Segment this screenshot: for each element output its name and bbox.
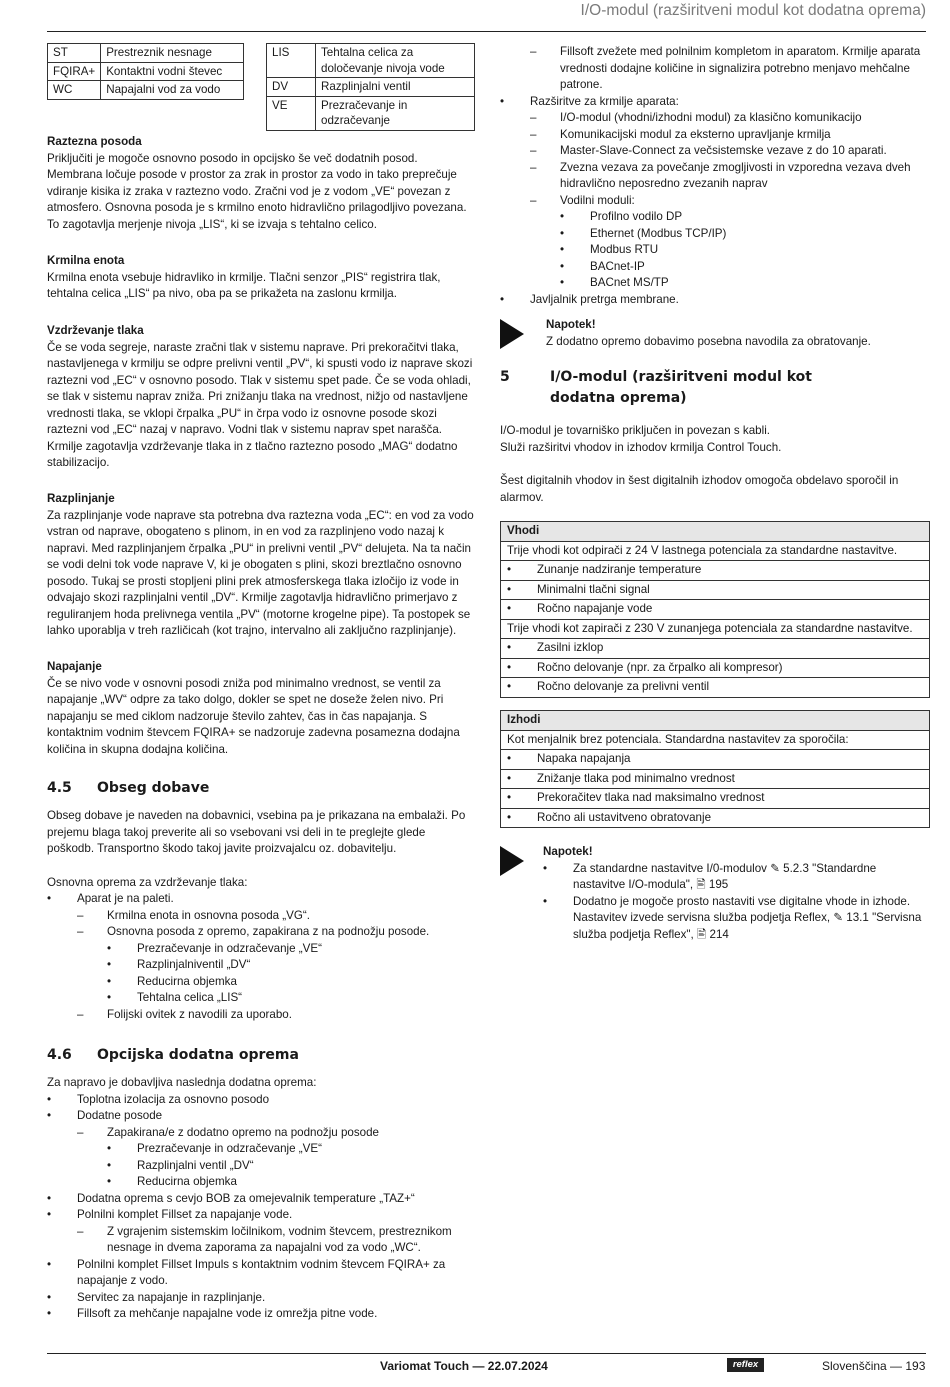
list-item bbox=[47, 1224, 475, 1257]
list-item-text: Reducirna objemka bbox=[137, 1175, 237, 1188]
bullet-icon: • bbox=[47, 1307, 52, 1320]
section-io-modul bbox=[500, 423, 928, 506]
list-item-text: Znižanje tlaka pod minimalno vrednost bbox=[537, 771, 735, 785]
bullet-icon: • bbox=[507, 810, 512, 824]
list-item-text: Za standardne nastavitve I/0-modulov ✎ 5.2.3 "Standardne nastavitve I/O-modula", 🖹 195 bbox=[573, 861, 877, 891]
section-obseg-dobave bbox=[47, 808, 475, 1023]
bullet-icon: • bbox=[507, 771, 512, 785]
box-list-item bbox=[501, 750, 929, 770]
list-item-text: Zvezna vezava za povečanje zmogljivosti in vzporedna vezava dveh hidravlično neposredno zvezanih naprav bbox=[560, 160, 911, 190]
list-item bbox=[500, 44, 928, 94]
subheading: Razplinjanje bbox=[47, 492, 115, 505]
list-item bbox=[500, 94, 928, 111]
list-item-text: Osnovna posoda z opremo, zapakirana z na podnožju posode. bbox=[107, 925, 430, 938]
bullet-icon: • bbox=[500, 292, 505, 306]
list-item-text: Zapakirana/e z dodatno opremo na podnožju posode bbox=[107, 1125, 380, 1139]
bullet-icon: • bbox=[507, 680, 512, 693]
dash-icon: – bbox=[530, 111, 537, 124]
box-list-item bbox=[501, 659, 929, 679]
paragraph: Osnovna oprema za vzdrževanje tlaka: bbox=[47, 875, 248, 889]
paragraph: I/O-modul je tovarniško priključen in povezan s kabli. bbox=[500, 424, 771, 437]
list-item-text: Razširitve za krmilje aparata: bbox=[530, 94, 679, 108]
note-icon bbox=[500, 319, 524, 349]
list-item-text: I/O-modul (vhodni/izhodni modul) za klasično komunikacijo bbox=[560, 111, 862, 124]
list-item bbox=[47, 1290, 475, 1307]
subheading: Krmilna enota bbox=[47, 254, 125, 267]
note-box bbox=[500, 844, 928, 943]
bullet-icon: • bbox=[560, 276, 565, 289]
note-list bbox=[543, 861, 928, 944]
list-item-text: Polnilni komplet Fillset za napajanje vode. bbox=[77, 1208, 293, 1221]
header-divider bbox=[47, 31, 926, 32]
list-item bbox=[543, 894, 928, 944]
list-item-text: Ročno napajanje vode bbox=[537, 602, 653, 615]
list-item bbox=[500, 160, 928, 193]
bullet-icon: • bbox=[107, 1175, 112, 1188]
list-item bbox=[543, 861, 928, 894]
paragraph: Za razplinjanje vode naprave sta potrebna dva raztezna voda „EC“: en vod za vodo vstran od naprave, obogateno s plinom, in en vod za razplinjeno vodo nazaj k napravi. Med razplinjanjem črpalka „PU“ in prelivni ventil „PV“ delujeta. Na ta način se vodi delni tok vode naprave V, ki je obogaten s plini, skozi breztlačno osnovno posodo. Tukaj se prosti stopljeni plini prek atmosferskega tlaka izločijo iz vode in odvajajo skozi razplinjalni ventil „DV“. Krmilje zagotavlja hidravlično primerjavo z reguliranjem hoda prelivnega ventila „PV“ (motorne krogelne pipe). Ta postopek se lahko uporablja v treh različicah (kot trajno, intervalno ali zaključno razplinjanje). bbox=[47, 508, 474, 637]
list-item bbox=[47, 941, 475, 958]
abbr-code: LIS bbox=[267, 44, 316, 78]
list-item-text: Reducirna objemka bbox=[137, 974, 237, 988]
list-item-text: Ročno ali ustavitveno obratovanje bbox=[537, 810, 712, 824]
list-item-text: Minimalni tlačni signal bbox=[537, 582, 650, 596]
bullet-icon: • bbox=[107, 1158, 112, 1172]
list-item bbox=[500, 209, 928, 226]
list-item-text: Prezračevanje in odzračevanje „VE“ bbox=[137, 1142, 322, 1155]
list-item-text: Komunikacijski modul za eksterno upravljanje krmilja bbox=[560, 127, 831, 141]
abbr-code: VE bbox=[267, 96, 316, 130]
bullet-icon: • bbox=[47, 1191, 52, 1205]
box-row: Kot menjalnik brez potenciala. Standardna nastavitev za sporočila: bbox=[501, 731, 929, 751]
footer-divider bbox=[47, 1353, 926, 1354]
list-item-text: Krmilna enota in osnovna posoda „VG“. bbox=[107, 908, 311, 922]
bullet-icon: • bbox=[47, 892, 52, 905]
list-item bbox=[47, 1174, 475, 1191]
list-item bbox=[47, 891, 475, 908]
list-item-text: Fillsoft za mehčanje napajalne vode iz omrežja pitne vode. bbox=[77, 1307, 378, 1320]
table-row bbox=[48, 44, 244, 63]
box-list-item bbox=[501, 561, 929, 581]
list-item-text: BACnet-IP bbox=[590, 259, 645, 273]
section-title: Opcijska dodatna oprema bbox=[97, 1047, 299, 1063]
dash-icon: – bbox=[77, 925, 84, 938]
list-item bbox=[500, 127, 928, 144]
table-row bbox=[267, 44, 475, 78]
list-item-text: Profilno vodilo DP bbox=[590, 210, 683, 223]
dash-icon: – bbox=[530, 193, 537, 207]
paragraph: Če se voda segreje, naraste zračni tlak v sistemu naprave. Pri prekoračitvi tlaka, nastavljenega v krmilju se odpre prelivni ventil „PV“, ki spusti vodo iz naprave skozi raztezni vod „EC“ v osnovno posodo. Tlak v sistemu spet pade. Če se voda ohladi, se tlak v sistemu naprav zniža. Pri znižanju tlaka na vrednost, nižjo od nastavljene vrednosti tlaka, se vklopi črpalka „PU“ in črpa vodo iz osnovne posode skozi raztezni vod „EC“ nazaj v napravo. Vodni tlak v sistemu naprav spet narašča. Krmilje zagotavlja vzdrževanje tlaka in z tlačno raztezno posodo „MAG“ dodatno stabilizacijo. bbox=[47, 340, 473, 469]
accessory-list bbox=[500, 44, 928, 308]
section-number: 4.5 bbox=[47, 780, 72, 796]
list-item-text: Ročno delovanje (npr. za črpalko ali kompresor) bbox=[537, 660, 783, 674]
subheading: Napajanje bbox=[47, 660, 102, 673]
list-item bbox=[47, 990, 475, 1007]
list-item-text: Zunanje nadziranje temperature bbox=[537, 563, 702, 576]
section-heading-4-5 bbox=[47, 778, 475, 799]
bullet-icon: • bbox=[507, 602, 512, 615]
list-item bbox=[500, 193, 928, 210]
bullet-icon: • bbox=[560, 259, 565, 273]
section-number: 5 bbox=[500, 369, 510, 385]
bullet-icon: • bbox=[507, 752, 512, 765]
bullet-icon: • bbox=[507, 660, 512, 674]
list-item bbox=[47, 1207, 475, 1224]
list-item-text: Prezračevanje in odzračevanje „VE“ bbox=[137, 941, 322, 955]
footer-page: Slovenščina — 193 bbox=[822, 1359, 926, 1373]
list-item-text: Prekoračitev tlaka nad maksimalno vrednost bbox=[537, 791, 765, 804]
list-item-text: Ročno delovanje za prelivni ventil bbox=[537, 680, 710, 693]
bullet-icon: • bbox=[47, 1257, 52, 1271]
subheading: Vzdrževanje tlaka bbox=[47, 324, 144, 337]
bullet-icon: • bbox=[47, 1290, 52, 1304]
footer-document: Variomat Touch — 22.07.2024 bbox=[380, 1359, 548, 1373]
bullet-icon: • bbox=[543, 861, 548, 875]
bullet-icon: • bbox=[507, 563, 512, 576]
list-item bbox=[500, 259, 928, 276]
list-item-text: Dodatne posode bbox=[77, 1109, 163, 1122]
section-opcijska-oprema bbox=[47, 1075, 475, 1323]
list-item bbox=[47, 957, 475, 974]
list-item bbox=[47, 908, 475, 925]
list-item-text: Master-Slave-Connect za večsistemske vezave z do 10 aparati. bbox=[560, 144, 887, 157]
list-item-text: Modbus RTU bbox=[590, 243, 659, 256]
note-text: Z dodatno opremo dobavimo posebna navodila za obratovanje. bbox=[546, 334, 871, 348]
bullet-icon: • bbox=[47, 1092, 52, 1106]
list-item bbox=[500, 275, 928, 292]
abbr-desc: Napajalni vod za vodo bbox=[101, 81, 244, 100]
dash-icon: – bbox=[530, 127, 537, 141]
box-row: Trije vhodi kot zapirači z 230 V zunanjega potenciala za standardne nastavitve. bbox=[501, 619, 929, 640]
list-item bbox=[47, 924, 475, 941]
abbr-code: WC bbox=[48, 81, 101, 100]
bullet-icon: • bbox=[47, 1109, 52, 1122]
list-item-text: Ethernet (Modbus TCP/IP) bbox=[590, 226, 727, 240]
dash-icon: – bbox=[530, 45, 537, 58]
list-item-text: Dodatna oprema s cevjo BOB za omejevalnik temperature „TAZ+“ bbox=[77, 1191, 415, 1205]
paragraph: Priključiti je mogoče osnovno posodo in opcijsko še več dodatnih posod. Membrana ločuje posode v prostor za zrak in prostor za vodo in tako preprečuje vdiranje kisika iz zraka v raztezno vodo. Zračni vod je z vodom „VE“ povezan z atmosfero. Osnovna posoda je s krmilno enoto hidravlično prilagodljivo povezana. To zagotavlja merjenje nivoja „LIS“, ki se izvaja s tehtalno celico. bbox=[47, 151, 467, 231]
list-item bbox=[47, 1257, 475, 1290]
bullet-icon: • bbox=[107, 974, 112, 988]
bullet-icon: • bbox=[47, 1208, 52, 1221]
list-item-text: BACnet MS/TP bbox=[590, 276, 669, 289]
dash-icon: – bbox=[77, 1224, 84, 1238]
bullet-icon: • bbox=[107, 958, 112, 971]
outputs-box bbox=[500, 710, 930, 828]
table-row bbox=[48, 62, 244, 81]
bullet-icon: • bbox=[107, 1142, 112, 1155]
list-item bbox=[47, 1141, 475, 1158]
box-heading: Vhodi bbox=[501, 522, 929, 542]
section-razplinjanje bbox=[47, 491, 475, 640]
accessory-list-continued bbox=[500, 44, 928, 308]
bullet-icon: • bbox=[560, 210, 565, 223]
list-item-text: Polnilni komplet Fillset Impuls s kontaktnim vodnim števcem FQIRA+ za napajanje z vodo. bbox=[77, 1257, 446, 1287]
table-row bbox=[267, 78, 475, 97]
list-item bbox=[47, 974, 475, 991]
bullet-icon: • bbox=[507, 641, 512, 654]
box-list-item bbox=[501, 789, 929, 809]
list-item-text: Folijski ovitek z navodili za uporabo. bbox=[107, 1007, 292, 1021]
running-header: I/O-modul (razširitveni modul kot dodatna oprema) bbox=[580, 2, 926, 19]
box-list-item bbox=[501, 678, 929, 697]
box-list-item bbox=[501, 581, 929, 601]
delivery-list bbox=[47, 891, 475, 1023]
paragraph: Obseg dobave je naveden na dobavnici, vsebina pa je prikazana na embalaži. Po prejemu blaga takoj preverite ali so vsebovani vsi deli in te preglejte glede poškodb. Transportno škodo takoj javite proizvajalcu oz. dobavitelju. bbox=[47, 809, 466, 855]
box-list-item bbox=[501, 600, 929, 619]
section-heading-5 bbox=[500, 367, 928, 409]
paragraph: Šest digitalnih vhodov in šest digitalnih izhodov omogoča obdelavo sporočil in alarmov. bbox=[500, 474, 899, 504]
list-item-text: Aparat je na paleti. bbox=[77, 892, 174, 905]
abbr-code: DV bbox=[267, 78, 316, 97]
paragraph: Za napravo je dobavljiva naslednja dodatna oprema: bbox=[47, 1076, 317, 1089]
abbr-desc: Prestreznik nesnage bbox=[101, 44, 244, 63]
list-item bbox=[500, 226, 928, 243]
list-item-text: Tehtalna celica „LIS“ bbox=[137, 991, 243, 1004]
list-item-text: Servitec za napajanje in razplinjanje. bbox=[77, 1290, 266, 1304]
dash-icon: – bbox=[530, 144, 537, 157]
abbr-desc: Tehtalna celica za določevanje nivoja vode bbox=[316, 44, 475, 78]
bullet-icon: • bbox=[507, 582, 512, 596]
list-item-text: Razplinjalni ventil „DV“ bbox=[137, 1158, 254, 1172]
list-item bbox=[500, 110, 928, 127]
list-item bbox=[500, 143, 928, 160]
dash-icon: – bbox=[77, 908, 84, 922]
subheading: Raztezna posoda bbox=[47, 135, 142, 148]
dash-icon: – bbox=[77, 1125, 84, 1139]
list-item-text: Razplinjalniventil „DV“ bbox=[137, 958, 251, 971]
note-icon bbox=[500, 846, 524, 876]
reflex-logo: reflex bbox=[727, 1358, 764, 1372]
bullet-icon: • bbox=[507, 791, 512, 804]
abbreviation-table-left bbox=[47, 43, 244, 100]
list-item bbox=[47, 1191, 475, 1208]
box-row: Trije vhodi kot odpirači z 24 V lastnega potenciala za standardne nastavitve. bbox=[501, 542, 929, 562]
inputs-box bbox=[500, 521, 930, 698]
section-title: Obseg dobave bbox=[97, 780, 210, 796]
list-item-text: Javljalnik pretrga membrane. bbox=[530, 292, 679, 306]
list-item bbox=[47, 1125, 475, 1142]
bullet-icon: • bbox=[560, 226, 565, 240]
list-item-text: Toplotna izolacija za osnovno posodo bbox=[77, 1092, 270, 1106]
list-item bbox=[47, 1306, 475, 1323]
list-item-text: Zasilni izklop bbox=[537, 641, 604, 654]
section-title: I/O-modul (razširitveni modul kot dodatna oprema) bbox=[550, 369, 812, 406]
accessory-list bbox=[47, 1092, 475, 1323]
bullet-icon: • bbox=[107, 941, 112, 955]
list-item-text: Dodatno je mogoče prosto nastaviti vse digitalne vhode in izhode. Nastavitev izvede servisna služba podjetja Reflex, ✎ 13.1 "Servisna služba podjetja Reflex", 🖹 214 bbox=[573, 894, 922, 941]
table-row bbox=[267, 96, 475, 130]
list-item bbox=[500, 242, 928, 259]
section-raztezna-posoda bbox=[47, 134, 475, 233]
note-title: Napotek! bbox=[546, 318, 596, 331]
list-item bbox=[47, 1007, 475, 1024]
paragraph: Služi razširitvi vhodov in izhodov krmilja Control Touch. bbox=[500, 440, 782, 454]
note-box bbox=[500, 317, 928, 350]
note-title: Napotek! bbox=[543, 845, 593, 858]
paragraph: Krmilna enota vsebuje hidravliko in krmilje. Tlačni senzor „PIS“ registrira tlak, tehtalna celica „LIS“ pa nivo, oba pa se prikažeta na zaslonu krmilja. bbox=[47, 270, 441, 300]
abbr-desc: Prezračevanje in odzračevanje bbox=[316, 96, 475, 130]
section-heading-4-6 bbox=[47, 1045, 475, 1066]
section-krmilna-enota bbox=[47, 253, 475, 303]
bullet-icon: • bbox=[543, 894, 548, 908]
dash-icon: – bbox=[530, 160, 537, 174]
list-item bbox=[500, 292, 928, 309]
list-item-text: Z vgrajenim sistemskim ločilnikom, vodnim števcem, prestreznikom nesnage in dvema zaporama za napajalni vod za vodo „WC“. bbox=[107, 1224, 452, 1254]
list-item bbox=[47, 1158, 475, 1175]
bullet-icon: • bbox=[560, 243, 565, 256]
list-item bbox=[47, 1108, 475, 1125]
table-row bbox=[48, 81, 244, 100]
list-item bbox=[47, 1092, 475, 1109]
list-item-text: Napaka napajanja bbox=[537, 752, 631, 765]
box-list-item bbox=[501, 639, 929, 659]
dash-icon: – bbox=[77, 1007, 84, 1021]
abbr-desc: Kontaktni vodni števec bbox=[101, 62, 244, 81]
bullet-icon: • bbox=[500, 94, 505, 108]
section-vzdrzevanje-tlaka bbox=[47, 323, 475, 472]
abbr-code: FQIRA+ bbox=[48, 62, 101, 81]
section-number: 4.6 bbox=[47, 1047, 72, 1063]
section-napajanje bbox=[47, 659, 475, 758]
abbreviation-table-right bbox=[266, 43, 475, 131]
list-item-text: Fillsoft zvežete med polnilnim kompletom in aparatom. Krmilje aparata vrednosti dodajne količine in signalizira potrebno menjavo mehčalne patrone. bbox=[560, 45, 921, 91]
paragraph: Če se nivo vode v osnovni posodi zniža pod minimalno vrednost, se ventil za napajanje „WV“ odpre za tako dolgo, dokler se spet ne doseže želen nivo. Pri napajanju se med ciklom nadzoruje število zahtev, čas in čas napajanja. S kontaktnim vodnim števcem FQIRA+ se nadzoruje zadevna posamezna dodajna količina in skupna dodajna količina. bbox=[47, 676, 460, 756]
box-list-item bbox=[501, 770, 929, 790]
box-heading: Izhodi bbox=[501, 711, 929, 731]
list-item-text: Vodilni moduli: bbox=[560, 193, 635, 207]
box-list-item bbox=[501, 809, 929, 828]
abbr-desc: Razplinjalni ventil bbox=[316, 78, 475, 97]
abbr-code: ST bbox=[48, 44, 101, 63]
bullet-icon: • bbox=[107, 991, 112, 1004]
